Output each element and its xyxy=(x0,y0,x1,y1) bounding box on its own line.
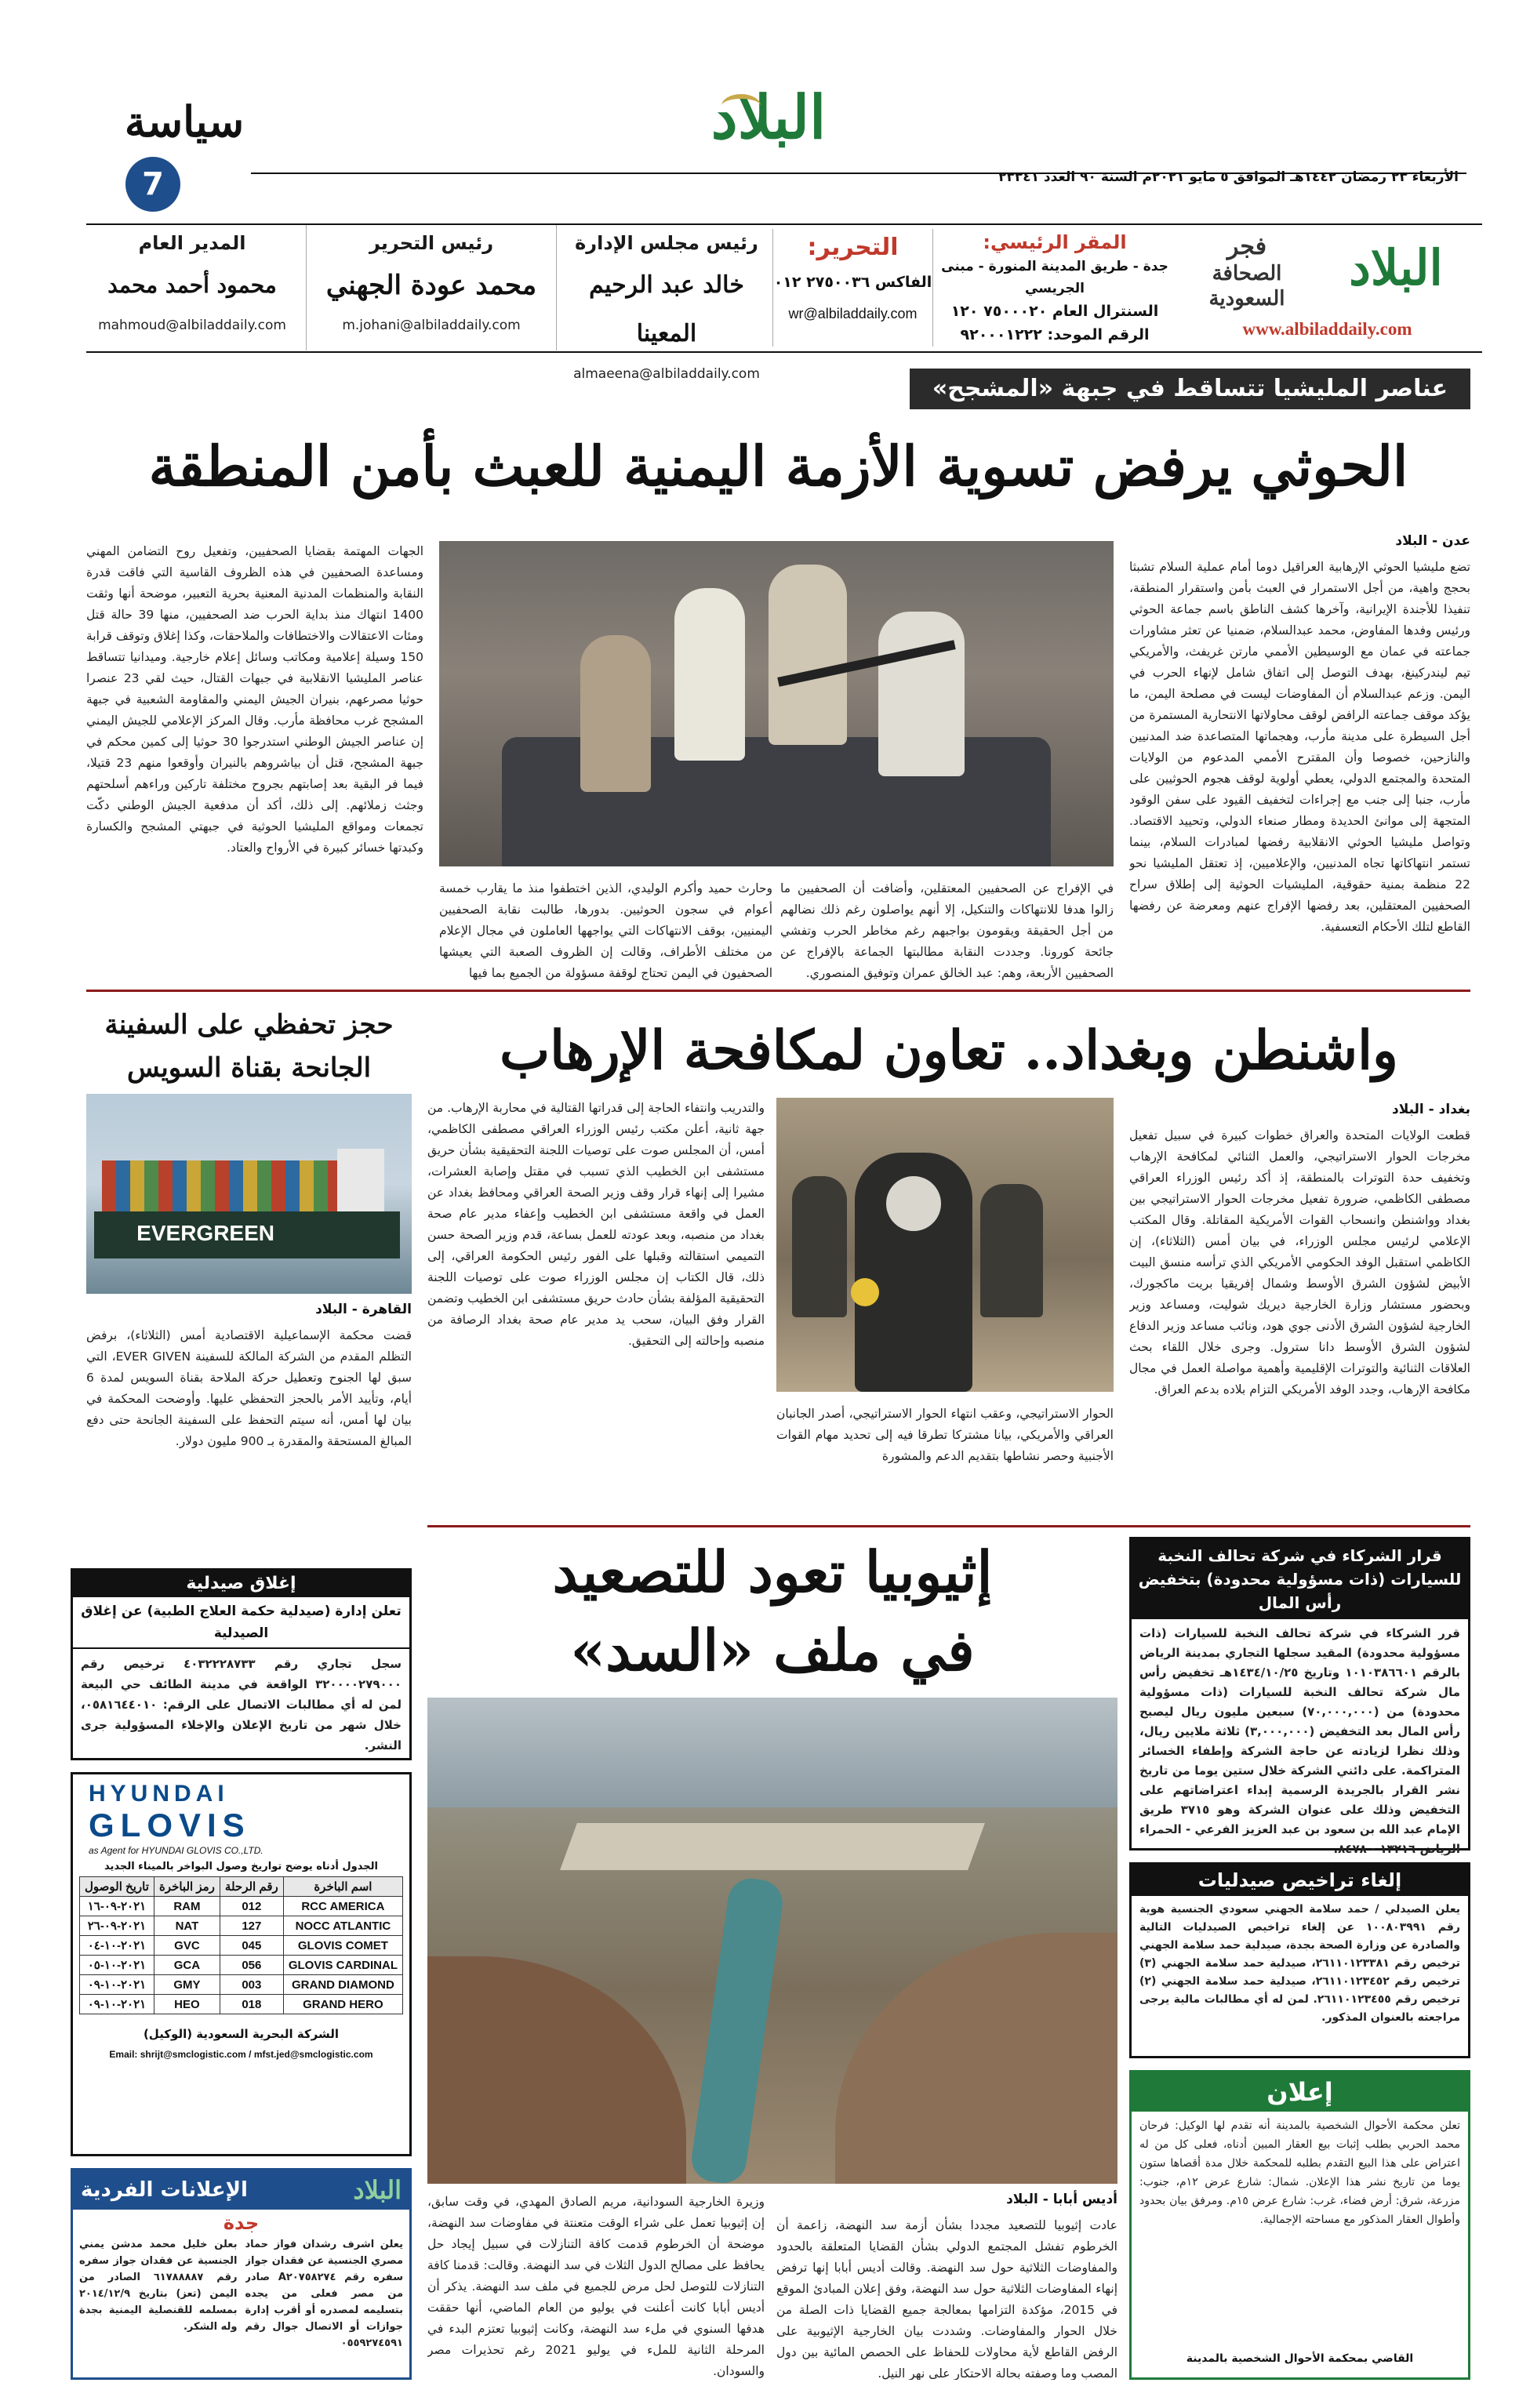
ship-name: EVERGREEN xyxy=(136,1221,274,1245)
ad-company-notice xyxy=(1129,1537,1470,1856)
col-code: رمز الباخرة xyxy=(154,1877,220,1897)
hq-address: جدة - طريق المدينة المنورة - مبنى الجريسي xyxy=(941,259,1168,296)
story3-headline-1: إثيوبيا تعود للتصعيد xyxy=(552,1538,993,1605)
dam-hill-right xyxy=(835,1933,1117,2184)
logo-swoosh xyxy=(721,94,761,118)
table-row xyxy=(80,1936,403,1956)
hq-title: المقر الرئيسي: xyxy=(983,231,1127,253)
glovis-brand-2: GLOVIS xyxy=(89,1807,251,1843)
ship-story-headline: حجز تحفظي على السفينة الجانحة بقناة السويس xyxy=(104,1009,394,1084)
glovis-schedule-table xyxy=(79,1876,403,2014)
pharmacy-close-body: سجل تجاري رقم ٤٠٣٢٢٢٨٧٣٣ ترخيص رقم ٣٢٠٠٠٠٢٧٩٠٠٠ الواقعة في مدينة الطائف حي البيعة لمن له أي مطالبات الاتصال على الرقم: ٠٥٨١٦٤٤٠١٠، خلال شهر من تاريخ الإعلان والإخلاء المسؤولية جرى النشر. xyxy=(81,1657,402,1752)
editor-name: محمد عودة الجهني xyxy=(325,270,537,301)
general-manager xyxy=(86,225,298,350)
pharmacy-license-header: إلغاء تراخيص صيدليات xyxy=(1132,1865,1468,1896)
announcement-footer: القاضي بمحكمة الأحوال الشخصية بالمدينة xyxy=(1186,2352,1414,2365)
story3-col-2: وزيرة الخارجية السودانية، مريم الصادق المهدي، في وقت سابق، إن إثيوبيا تعمل على شراء الوقت متعنتة في مفاوضات سد النهضة، موضحة أن الخرطوم قدمت كافة التنازلات في سبيل إيجاد حل يحافظ على مصالح الدول الثلاث في سد النهضة. وقالت: قدمنا كافة التنازلات للتوصل لحل مرض للجميع في ملف سد النهضة. يذكر أن أديس أبابا كانت أعلنت في يوليو من العام الماضي، أنها حققت هدفها السنوي في ملء سد النهضة، وكانت إثيوبيا تعتزم البدء في المرحلة الثانية للملء في يوليو 2021 رغم تحذيرات مصر والسودان. xyxy=(427,2195,765,2378)
cell-date: ٢٠٢١-٠٩-١٦ xyxy=(80,1897,154,1916)
classified-item: يعلن اشرف رشدان فواز حماد مصري الجنسية عن فقدان جواز سفره رقم A٢٠٧٥٨٢٧٤ صادر من مصر فعلى من يجده بتسليمه لمصدره أو أقرب إدارة جوازات أو الاتصال جوال رقم ٠٥٥٩٢٧٤٥٩١ xyxy=(245,2239,403,2349)
announcement-body: تعلن محكمة الأحوال الشخصية بالمدينة أنه تقدم لها الوكيل: فرحان محمد الحربي بطلب إثبات بيع العقار المبين أدناه، فعلى كل من له اعتراض على هذا البيع التقدم بطلبه للمحكمة خلال مدة أقصاها ستون يوما من تاريخ نشر هذا الإعلان. شمال: شارع عرض ١٢م، جنوب: مزرعة، شرق: أرض فضاء، غرب: شارع عرض ١٥م. ومرفق بيان بحدود وأطوال العقار المذكور مع مساحته الإجمالية. xyxy=(1139,2119,1460,2226)
editor-title: رئيس التحرير xyxy=(369,232,494,254)
cell-code: GMY xyxy=(154,1975,220,1995)
ship-photo xyxy=(86,1094,412,1294)
announcement-header: إعلان xyxy=(1132,2072,1468,2112)
board-email[interactable]: almaeena@albiladdaily.com xyxy=(573,366,760,382)
cell-code: NAT xyxy=(154,1916,220,1936)
ad-pharmacy-license xyxy=(1129,1862,1470,2058)
ad-glovis xyxy=(71,1772,412,2156)
classifieds-city: جدة xyxy=(223,2212,260,2234)
story2-col-right: قطعت الولايات المتحدة والعراق خطوات كبيرة في سبيل تفعيل مخرجات الحوار الاستراتيجي، والعمل الثنائي لمكافحة الإرهاب وتخفيف حدة التوترات بالمنطقة، إذ أكد رئيس الوزراء العراقي مصطفى الكاظمي، ضرورة تفعيل مخرجات الحوار الاستراتيجي بين بغداد وواشنطن وانسحاب القوات الأمريكية المقاتلة. وقال المكتب الإعلامي لرئيس مجلس الوزراء، في بيان أمس (الثلاثاء)، إن الكاظمي استقبل الوفد الحكومي الأمريكي الذي ترأسه منسق البيت الأبيض لشؤون الشرق الأوسط وشمال إفريقيا بريت ماكجورك، وبحضور مستشار وزارة الخارجية ديريك شوليت، ومساعد وزير الخارجية لشؤون الشرق الأدنى جوي هود، ونائب مساعد وزير الدفاع لشؤون الشرق الأوسط دانا سترول. وجرى خلال اللقاء بحث العلاقات الثنائية والتوترات الإقليمية وأهمية مواصلة العمل في مجال مكافحة الإرهاب، وجدد الوفد الأمريكي التزام بلاده بدعم العراق. xyxy=(1129,1128,1470,1396)
cell-ship: RCC AMERICA xyxy=(283,1897,402,1916)
story1-photo-yemen-fighters xyxy=(439,541,1114,866)
cell-code: RAM xyxy=(154,1897,220,1916)
story1-col-right: تضع مليشيا الحوثي الإرهابية العراقيل دوما أمام عملية السلام تشبثا بحجج واهية، من أجل الاستمرار في العبث بأمن واستقرار المنطقة، تنفيذا للأجندة الإيرانية، وآخرها كشف الناطق باسم جماعة الحوثي ورئيس وفدها المفاوض، محمد عبدالسلام، ضمنيا عن تعثر مشاورات جماعته في عمان مع الوسيطين الأممي مارتن غريفث، والأمريكي تيم ليندركينغ، بهدف التوصل إلى اتفاق شامل لإنهاء الحرب في اليمن. وزعم عبدالسلام أن المفاوضات ليست في مصلحة اليمن، ما يؤكد موقف جماعته الرافض لوقف محاولاتها الانتحارية المستمرة من أجل السيطرة على مدينة مأرب، وهجماتها المتصاعدة ضد المدنيين والنازحين، خصوصا وأن المقترح الأممي المدعوم من الولايات المتحدة والمجتمع الدولي، يعطي أولوية لوقف هجوم الحوثيين على مأرب، جنبا إلى جنب مع إجراءات لتخفيف القيود على سفن الوقود المتجهة إلى موانئ الحديدة ومطار صنعاء الدولي، وتحييد الاقتصاد. وتواصل مليشيا الحوثي الانقلابية رفضها لمبادرات السلام، بينما تستمر انتهاكاتها تجاه المدنيين، والإعلاميين، إذ تعتقل المليشيا نحو 22 منظمة بمنية حقوقية، المليشيات الحوثية إلى إطلاق سراح الصحفيين المعتقلين، بعد رفضها الإفراج عنهم ومعرضة عن رفضها القاطع لتلك الأحكام التعسفية. xyxy=(1129,560,1470,934)
editorial-box xyxy=(772,229,933,347)
cell-voyage: 045 xyxy=(220,1936,283,1956)
glovis-brand xyxy=(73,1774,409,1858)
classifieds-logo: البلاد xyxy=(353,2175,402,2205)
story3-photo-dam xyxy=(427,1698,1117,2184)
photo-figure-4 xyxy=(878,612,965,776)
classifieds-header xyxy=(73,2170,409,2210)
col-voyage: رقم الرحلة xyxy=(220,1877,283,1897)
hq-box xyxy=(937,229,1172,347)
story1-kicker-text: عناصر المليشيا تتساقط في جبهة «المشجح» xyxy=(932,375,1448,402)
ship-bridge xyxy=(337,1149,384,1211)
story2-col-left: والتدريب وانتفاء الحاجة إلى قدراتها القتالية في محاربة الإرهاب. من جهة ثانية، أعلن مكتب رئيس الوزراء العراقي مصطفى الكاظمي، أمس، أن المجلس صوت على توصيات اللجنة التحقيقية بشأن حريق مستشفى ابن الخطيب الذي تسبب في مقتل وإصابة العشرات، مشيرا إلى إنهاء قرار وقف وزير الصحة العراقي ومحافظ بغداد عن العمل في واقعة مستشفى ابن الخطيب وإعفاء مدير عام صحة بغداد من منصبه، وبعد عودته للعمل بساعة، قدم وزير الصحة حسن التميمي استقالته وقبلها على الفور رئيس الحكومة العراقي، إلى ذلك، قال الكتاب إن مجلس الوزراء صوت على توصيات اللجنة التحقيقية المؤلفة بشأن حادث حريق مستشفى ابن الخطيب وتضمن القرار وفق البيان، سحب يد مدير عام صحة بغداد الرصافة من منصبه وإحالته إلى التحقيق. xyxy=(427,1101,765,1348)
glovis-email[interactable]: Email: shrijt@smclogistic.com / mfst.jed@smclogistic.com xyxy=(109,2049,373,2060)
cell-code: GCA xyxy=(154,1956,220,1975)
pharmacy-license-body: يعلن الصيدلي / حمد سلامة الجهني سعودي الجنسية هوية رقم ١٠٠٨٠٣٩٩١ عن إلغاء تراخيص الصيدليات التالية والصادرة عن وزارة الصحة بجدة، صيدلية حمد سلامة الجهني ترخيص رقم ٢٦١١٠١٢٣٣٨١، صيدلية حمد سلامة الجهني (٣) ترخيص رقم ٢٦١١٠١٢٣٤٥٢، صيدلية حمد سلامة الجهني (٢) ترخيص رقم ٢٦١١٠١٢٣٤٥٥. لمن له أي مطالبات مالية يرجى مراجعته بالعنوان المذكور. xyxy=(1139,1903,1461,2024)
company-notice-title: قرار الشركاء في شركة تحالف النخبة للسيارات (ذات مسؤولية محدودة) بتخفيض رأس المال xyxy=(1132,1539,1468,1619)
ad-pharmacy-close xyxy=(71,1568,412,1760)
dam-river xyxy=(689,1876,786,2184)
photo-badge xyxy=(851,1278,879,1306)
editor-email[interactable]: m.johani@albiladdaily.com xyxy=(342,318,521,333)
cell-date: ٢٠٢١-١٠-٠٤ xyxy=(80,1936,154,1956)
photo-soldier-3 xyxy=(792,1176,847,1317)
story2-dateline: بغداد - البلاد xyxy=(1391,1102,1470,1117)
story1-col-under-1: في الإفراج عن الصحفيين المعتقلين، وأضافت أن الصحفيين ما زالوا هدفا للانتهاكات والتنكيل، إلا أنهم يواصلون رغم ذلك نضالهم من أجل الحقيقة ويقومون بواجبهم رغم مخاطر الحرب وتفشي جائحة كورونا. وجددت النقابة مطالبتها الجماعة بالإفراج عن الصحفيين الأربعة، وهم: عبد الخالق عمران وتوفيق المنصوري. xyxy=(780,881,1114,980)
gm-title: المدير العام xyxy=(138,232,246,254)
info-bar xyxy=(86,223,1482,382)
cell-code: GVC xyxy=(154,1936,220,1956)
photo-figure-3 xyxy=(580,635,651,792)
col-date: تاريخ الوصول xyxy=(80,1877,154,1897)
ship-body: قضت محكمة الإسماعيلية الاقتصادية أمس (الثلاثاء)، برفض التظلم المقدم من الشركة المالكة للسفينة EVER GIVEN، التي سبق لها الجنوح وتعطيل حركة الملاحة بقناة السويس لمدة 6 أيام، وتأييد الأمر بالحجز التحفظي عليها. وأوضحت المحكمة في بيان لها أمس، أنه سيتم التحفظ على السفينة الجانحة حتى دفع المبالغ المستحقة والمقدرة بـ 900 مليون دولار. xyxy=(86,1328,412,1448)
photo-figure-2 xyxy=(769,565,847,745)
dam-wall xyxy=(560,1823,985,1870)
hq-phone: السنترال العام ٧٥٠٠٠٢٠ ١٢٠ xyxy=(950,303,1159,320)
table-header-row xyxy=(80,1877,403,1897)
divider-story1 xyxy=(86,990,1470,992)
story3-col-1: عادت إثيوبيا للتصعيد مجددا بشأن أزمة سد النهضة، زاعمة أن الخرطوم تفشل المجتمع الدولي بشأن القضايا المتعلقة بالحدود والمفاوضات الثلاثية حول سد النهضة. وقالت أديس أبابا إنها ترفض إنهاء المفاوضات الثلاثية حول سد النهضة، وفق إعلان المبادئ الموقع في 2015، مؤكدة التزامها بمعالجة جميع القضايا ذات الصلة من خلال الحوار والمفاوضات. وشددت بيان الخارجية الإثيوبية على الرفض القاطع لأية محاولات للحفاظ على الحصص المائية بين دول المصب وما وصفته بحالة الاحتكار على نهر النيل. xyxy=(776,2218,1117,2380)
cell-code: HEO xyxy=(154,1995,220,2014)
divider-story2 xyxy=(427,1525,1470,1527)
pharmacy-close-header: إغلاق صيدلية xyxy=(73,1571,409,1597)
slogan-line-1: فجر xyxy=(1226,233,1267,260)
dam-hill-left xyxy=(427,1956,686,2184)
cell-ship: GLOVIS COMET xyxy=(283,1936,402,1956)
cell-date: ٢٠٢١-١٠-٠٥ xyxy=(80,1956,154,1975)
website-link[interactable]: www.albiladdaily.com xyxy=(1242,319,1412,339)
ship-dateline: القاهرة - البلاد xyxy=(315,1302,412,1317)
col-ship: اسم الباخرة xyxy=(283,1877,402,1897)
cell-date: ٢٠٢١-٠٩-٢٦ xyxy=(80,1916,154,1936)
cell-voyage: 127 xyxy=(220,1916,283,1936)
slogan-line-2: الصحافة xyxy=(1212,262,1282,285)
story1-kicker xyxy=(910,369,1470,409)
table-row xyxy=(80,1956,403,1975)
story3-dateline: أديس أبابا - البلاد xyxy=(1006,2192,1117,2207)
masthead-logo: البلاد xyxy=(710,82,827,152)
table-row xyxy=(80,1995,403,2014)
table-row xyxy=(80,1897,403,1916)
slogan xyxy=(1180,233,1314,319)
story1-dateline: عدن - البلاد xyxy=(1395,533,1470,549)
hq-unified: الرقم الموحد: ٩٢٠٠٠١٢٢٢ xyxy=(960,326,1150,343)
masthead xyxy=(0,0,1519,205)
board-chairman xyxy=(565,225,769,382)
ship-containers xyxy=(102,1160,353,1211)
editorial-email[interactable]: wr@albiladdaily.com xyxy=(788,306,918,321)
cell-ship: GRAND DIAMOND xyxy=(283,1975,402,1995)
pharmacy-close-title: تعلن إدارة (صيدلية حكمة العلاج الطبية) عن إغلاق الصيدلية xyxy=(73,1597,409,1649)
cell-voyage: 003 xyxy=(220,1975,283,1995)
date-line: الأربعاء ٢٣ رمضان ١٤٤٢هـ الموافق ٥ مايو ٢٠٢١م السنة ٩٠ العدد ٢٣٣٤١ xyxy=(998,169,1459,185)
cell-voyage: 012 xyxy=(220,1897,283,1916)
glovis-brand-1: HYUNDAI xyxy=(89,1781,229,1807)
classified-item: بعلن خليل محمد مدشن يمني الجنسية عن فقدان جواز سفره رقم ٦١٧٨٨٨٨٧ الصادر من اليمن (تعز) بتاريخ ٢٠١٤/١٢/٩ بمسلمه للقنصلية اليمنية بجدة وله الشكر. xyxy=(79,2239,238,2333)
story2-headline: واشنطن وبغداد.. تعاون لمكافحة الإرهاب xyxy=(500,1019,1398,1082)
photo-soldier-2 xyxy=(980,1184,1043,1317)
glovis-agent-name: الشركة البحرية السعودية (الوكيل) xyxy=(143,2027,340,2041)
photo-figure-1 xyxy=(674,588,745,761)
company-notice-body: قرر الشركاء في شركة تحالف النخبة للسيارات (ذات مسؤولية محدودة) المقيد سجلها التجاري بمدينة الرياض بالرقم ١٠١٠٣٨٦٦٠١ وتاريخ ١٤٣٤/١٠/٢٥هـ تخفيض رأس مال شركة تحالف النخبة للسيارات (ذات مسؤولية محدودة) من (٧٠,٠٠٠,٠٠٠) سبعين مليون ريال ليصبح رأس المال بعد التخفيض (٣,٠٠٠,٠٠٠) ثلاثة ملايين ريال، وذلك نظرا لزيادته عن حاجة الشركة وإطفاء الخسائر المتراكمة. على دائني الشركة خلال ستين يوما من تاريخ نشر القرار بالجريدة الرسمية إبداء اعتراضاتهم على التخفيض وذلك على عنوان الشركة وهو ٣٧١٥ طريق الإمام عبد الله بن سعود بن عبد العزيز الفرعي - الحمراء الرياض ١٣٢١٦ - ٨٤٧٨. xyxy=(1139,1626,1460,1856)
classifieds-title: الإعلانات الفردية xyxy=(81,2178,248,2202)
board-name: خالد عبد الرحيم المعينا xyxy=(589,271,744,347)
page-number: 7 xyxy=(142,166,164,202)
dam-reservoir xyxy=(427,1698,1117,1807)
cell-date: ٢٠٢١-١٠-٠٩ xyxy=(80,1975,154,1995)
story3-headline-2: في ملف «السد» xyxy=(570,1617,975,1683)
slogan-line-3: السعودية xyxy=(1208,287,1285,311)
gm-name: محمود أحمد محمد xyxy=(107,272,277,298)
story2-photo-iraqi-soldiers xyxy=(776,1098,1114,1392)
glovis-intro: الجدول أدناه يوضح تواريخ وصول البواخر بالميناء الجديد xyxy=(104,1861,378,1872)
editor-in-chief xyxy=(306,225,557,350)
cell-voyage: 018 xyxy=(220,1995,283,2014)
cell-ship: GLOVIS CARDINAL xyxy=(283,1956,402,1975)
editorial-title: التحرير: xyxy=(807,234,899,261)
cell-ship: NOCC ATLANTIC xyxy=(283,1916,402,1936)
cell-voyage: 056 xyxy=(220,1956,283,1975)
infobar-logo: البلاد xyxy=(1349,239,1443,296)
table-row xyxy=(80,1916,403,1936)
ad-classifieds xyxy=(71,2168,412,2380)
story1-col-under-2: وحارث حميد وأكرم الوليدي، الذين اختطفوا منذ ما يقارب خمسة أعوام في سجون الحوثيين. بدورها، طالبت نقابة الصحفيين اليمنيين، بوقف الانتهاكات التي يواجهها العاملون في مجال الإعلام من مختلف الأطراف، وقالت إن الظروف الصعبة التي يعيشها الصحفيون في اليمن تحتاج لوقفة مسؤولة من الجميع بما فيها xyxy=(439,881,772,980)
cell-ship: GRAND HERO xyxy=(283,1995,402,2014)
table-row xyxy=(80,1975,403,1995)
section-title: سياسة xyxy=(124,96,245,147)
editorial-fax: الفاكس ٢٧٥٠٠٣٦ ٠١٢ xyxy=(773,274,932,291)
photo-soldier-mask xyxy=(886,1176,941,1231)
classifieds-items xyxy=(73,2236,409,2370)
story2-col-under: الحوار الاستراتيجي، وعقب انتهاء الحوار الاستراتيجي، أصدر الجانبان العراقي والأمريكي، بيانا مشتركا تطرقا فيه إلى تحديد مهام القوات الأجنبية وحصر نشاطها بتقديم الدعم والمشورة xyxy=(776,1407,1114,1463)
cell-date: ٢٠٢١-١٠-٠٩ xyxy=(80,1995,154,2014)
story1-col-left: الجهات المهتمة بقضايا الصحفيين، وتفعيل روح التضامن المهني ومساعدة الصحفيين في هذه الظروف القاسية التي فاقت قدرة النقابة والمنظمات المدنية المعنية بحرية التعبير، موضحة أنها وثقت 1400 انتهاك منذ بداية الحرب ضد الصحفيين، منها 39 حالة قتل ومئات الاعتقالات والاختطافات والملاحقات، وكذا إغلاق وتوقف قرابة 150 وسيلة إعلامية ومكاتب وسائل إعلام خارجية. وميدانيا تتساقط عناصر المليشيا الانقلابية في جبهات القتال، حيث لقي 23 عنصرا حوثيا مصرعهم، بنيران الجيش اليمني والمقاومة الشعبية في جبهة المشجح غرب محافظة مأرب. وقال المركز الإعلامي للجيش اليمني إن عناصر الجيش الوطني استدرجوا 30 حوثيا إلى كمين محكم في جبهة المشجح، قتل أن بياشروهم بالنيران وأوقعوا منهم 23 قتيلا، فيما فر البقية بعد إصابتهم بجروح مختلفة تاركين وراءهم أسلحتهم وجثث زملائهم. إلى ذلك، أكد أن مدفعية الجيش الوطني دكّت تجمعات ومواقع المليشيا الحوثية في جبهتي المشجح والكسارة وكبدتها خسائر كبيرة في الأرواح والعتاد. xyxy=(86,544,423,855)
story1-headline: الحوثي يرفض تسوية الأزمة اليمنية للعبث بأمن المنطقة xyxy=(148,434,1408,499)
ad-announcement xyxy=(1129,2070,1470,2380)
gm-email[interactable]: mahmoud@albiladdaily.com xyxy=(98,318,286,333)
page-number-badge xyxy=(125,157,180,212)
glovis-agent-line: as Agent for HYUNDAI GLOVIS CO.,LTD. xyxy=(89,1845,263,1856)
board-title: رئيس مجلس الإدارة xyxy=(575,232,758,254)
